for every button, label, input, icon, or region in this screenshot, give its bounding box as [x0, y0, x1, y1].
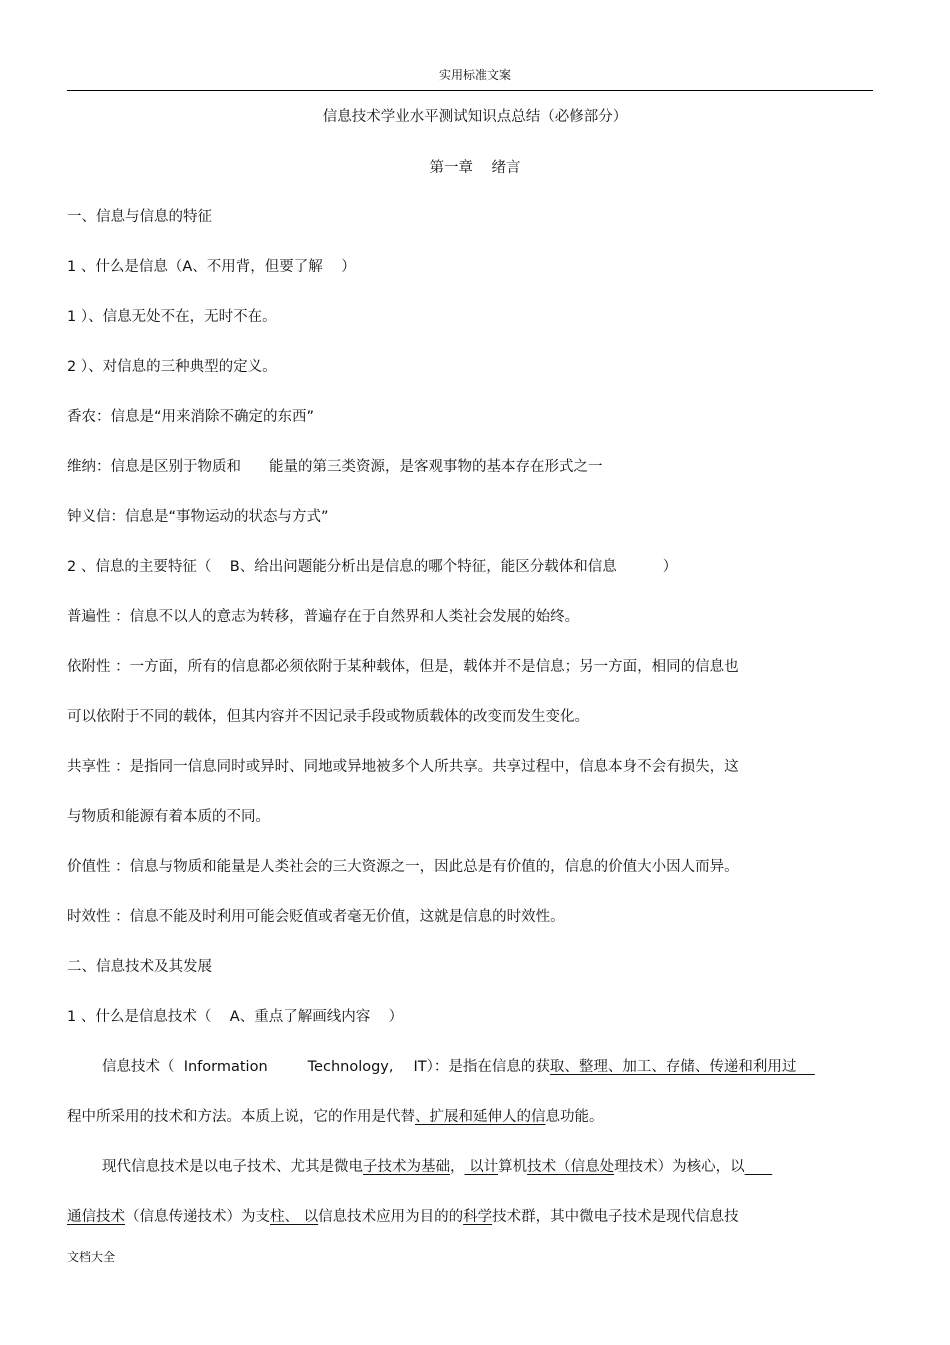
question-2-text: 2 、信息的主要特征（ B、给出问题能分析出是信息的哪个特征，能区分载体和信息 [67, 559, 617, 575]
question-3: 1 、什么是信息技术（ A、重点了解画线内容 ） [67, 1009, 404, 1025]
definition-wiener [67, 457, 603, 477]
question-2 [67, 557, 677, 577]
feature-value: 价值性 ：信息与物质和能量是人类社会的三大资源之一，因此总是有价值的，信息的价值大小因人而异。 [67, 859, 739, 875]
feature-dependency-line-1: 依附性 ：一方面，所有的信息都必须依附于某种载体，但是，载体并不是信息；另一方面，相同的信息也 [67, 659, 739, 675]
section-heading-2: 二、信息技术及其发展 [67, 959, 212, 975]
feature-dependency-line-2: 可以依附于不同的载体，但其内容并不因记录手段或物质载体的改变而发生变化。 [67, 709, 589, 725]
modern-it-part-d: 理技术）为核心，以 [614, 1159, 745, 1175]
paragraph-1: 1 ）、信息无处不在，无时不在。 [67, 309, 277, 325]
it-definition-trailing-underline [796, 1059, 814, 1075]
definition-wiener-part-a: 维纳：信息是区别于物质和 [67, 459, 241, 475]
feature-timeliness: 时效性 ：信息不能及时利用可能会贬值或者毫无价值，这就是信息的时效性。 [67, 909, 565, 925]
modern-it-line-2-underline-1: 通信技术 [67, 1209, 125, 1225]
section-heading-1: 一、信息与信息的特征 [67, 209, 212, 225]
modern-it-line-2-underline-3: 科学 [463, 1209, 493, 1225]
modern-it-part-c: 算机 [498, 1159, 528, 1175]
modern-it-part-a: 现代信息技术是以电子技术、尤其是微电 [102, 1159, 363, 1175]
modern-it-line-1 [102, 1157, 772, 1177]
it-definition-part-b: Technology, [307, 1059, 394, 1075]
paragraph-2: 2 ）、对信息的三种典型的定义。 [67, 359, 277, 375]
modern-it-line-2-part-c: 技术群，其中微电子技术是现代信息技 [492, 1209, 739, 1225]
modern-it-part-b: ， [450, 1159, 465, 1175]
page-header: 实用标准文案 [438, 68, 511, 82]
definition-shannon: 香农：信息是“用来消除不确定的东西” [67, 409, 315, 425]
modern-it-underline-1: 子技术为基础 [363, 1159, 450, 1175]
it-definition-line-2-underlined: 、扩展和延伸人的信 [415, 1109, 546, 1125]
modern-it-line-2-part-a: （信息传递技术）为支 [125, 1209, 270, 1225]
it-definition-part-c: IT）：是指在信息的获 [413, 1059, 550, 1075]
question-1: 1 、什么是信息（A、不用背，但要了解 ） [67, 259, 356, 275]
feature-sharing-line-2: 与物质和能源有着本质的不同。 [67, 809, 270, 825]
modern-it-underline-3: 技术（信息处 [527, 1159, 615, 1175]
feature-sharing-line-1: 共享性 ：是指同一信息同时或异时、同地或异地被多个人所共享。共享过程中，信息本身不会有损失，这 [67, 759, 739, 775]
page-footer: 文档大全 [67, 1250, 116, 1264]
modern-it-line-2-part-b: 信息技术应用为目的的 [318, 1209, 464, 1225]
header-rule [67, 90, 873, 91]
feature-universal: 普遍性 ：信息不以人的意志为转移，普遍存在于自然界和人类社会发展的始终。 [67, 609, 580, 625]
it-definition-line-2-part-b: 息功能。 [545, 1109, 604, 1125]
it-definition-underlined: 取、整理、加工、存储、传递和利用过 [549, 1059, 797, 1075]
it-definition-line-2-part-a: 程中所采用的技术和方法。本质上说，它的作用是代替 [67, 1109, 415, 1125]
modern-it-underline-2: 以计 [464, 1159, 499, 1175]
modern-it-line-2-underline-2: 柱、 以 [270, 1209, 319, 1225]
modern-it-underline-4 [745, 1159, 773, 1175]
it-definition-part-a: 信息技术（ Information [102, 1059, 268, 1075]
document-title: 信息技术学业水平测试知识点总结（必修部分） [322, 109, 628, 125]
question-2-close: ） [662, 559, 678, 575]
it-definition-line-2 [67, 1107, 604, 1127]
chapter-heading: 第一章 绪言 [429, 160, 521, 176]
it-definition-line-1 [102, 1057, 815, 1077]
definition-wiener-part-b: 能量的第三类资源，是客观事物的基本存在形式之一 [269, 459, 603, 475]
definition-zhong: 钟义信：信息是“事物运动的状态与方式” [67, 509, 329, 525]
modern-it-line-2 [67, 1207, 739, 1227]
